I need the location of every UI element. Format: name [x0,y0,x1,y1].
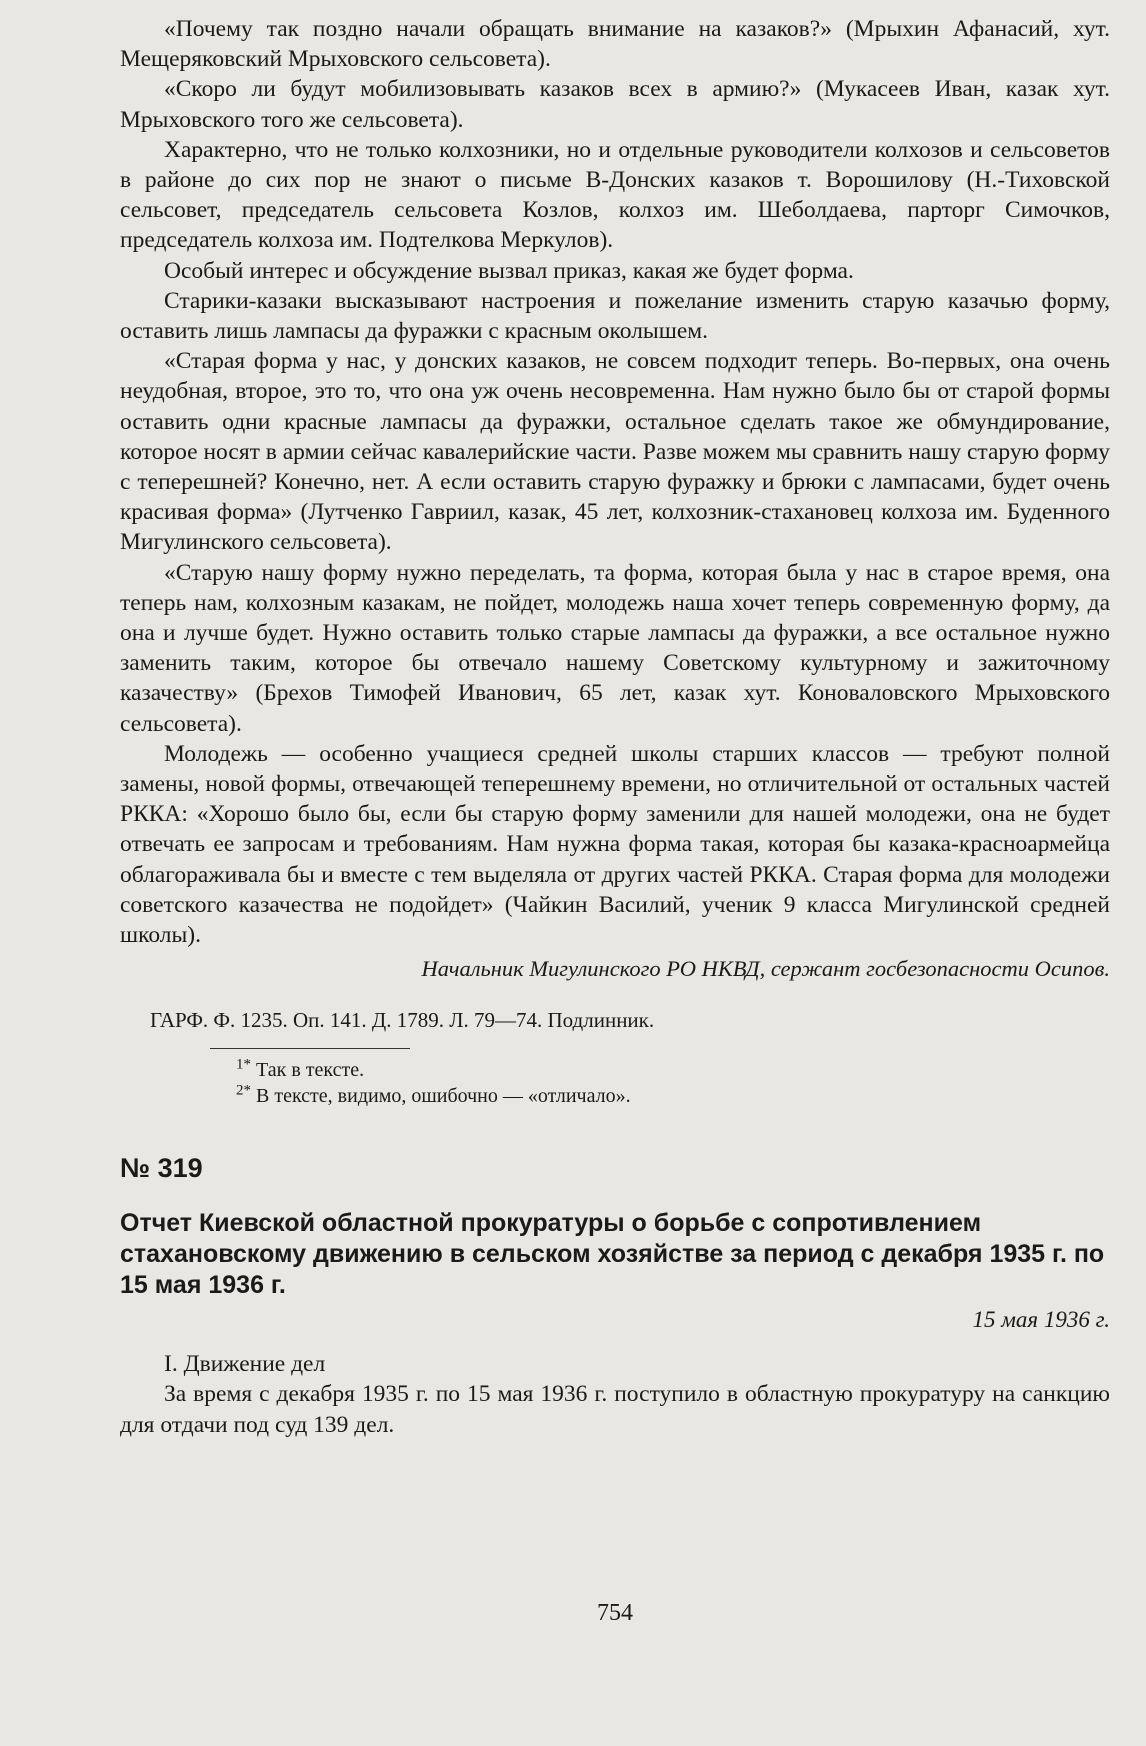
document-number: № 319 [120,1153,203,1184]
document-first-paragraph: За время с декабря 1935 г. по 15 мая 1936 г. поступило в областную прокуратуру на санкцию для отдачи под суд 139 дел. [120,1381,1110,1438]
footnote-2 [236,1083,1110,1109]
paragraph-2: «Скоро ли будут мобилизовывать казаков всех в армию?» (Мукасеев Иван, казак хут. Мрыховского того же сельсовета). [120,76,1110,133]
footnote-mark: 1* [236,1056,251,1073]
document-date: 15 мая 1936 г. [972,1307,1110,1333]
paragraph-5: Старики-казаки высказывают настроения и пожелание изменить старую казачью форму, оставить лишь лампасы да фуражки с красным околышем. [120,287,1110,345]
paragraph-8: Молодежь — особенно учащиеся средней школы старших классов — требуют полной замены, новой формы, отвечающей теперешнему времени, но отличительной от остальных частей РККА: «Хорошо было бы, если бы старую форму заменили для нашей молодежи, она не будет отвечать ее запросам и требованиям. Нам нужна форма такая, которая бы казака-красноармейца облагораживала бы и вместе с тем выделяла от других частей РККА. Старая форма для молодежи советского казачества не подойдет» (Чайкин Василий, ученик 9 класса Мигулинской средней школы). [120,740,1110,949]
paragraph-1: «Почему так поздно начали обращать внимание на казаков?» (Мрыхин Афанасий, хут. Мещеряковский Мрыховского сельсовета). [120,16,1110,73]
paragraph-6: «Старая форма у нас, у донских казаков, не совсем подходит теперь. Во-первых, она очень неудобная, второе, это то, что она уж очень несовременна. Нам нужно было бы от старой формы оставить одни красные лампасы да фуражки, остальное сделать такое же обмундирование, которое носят в армии сейчас кавалерийские части. Разве можем мы сравнить нашу старую форму с теперешней? Конечно, нет. А если оставить старую фуражку и брюки с лампасами, будет очень красивая форма» (Лутченко Гавриил, казак, 45 лет, колхозник-стахановец колхоза им. Буденного Мигулинского сельсовета). [120,348,1110,556]
footnote-1 [236,1057,1110,1083]
paragraph-7: «Старую нашу форму нужно переделать, та форма, которая была у нас в старое время, она теперь нам, колхозным казакам, не пойдет, молодежь наша хочет теперь современную форму, да она и лучше будет. Нужно оставить только старые лампасы да фуражки, а все остальное нужно заменить таким, которое бы отвечало нашему Советскому культурному и зажиточному казачеству» (Брехов Тимофей Иванович, 65 лет, казак хут. Коноваловского Мрыховского сельсовета). [120,559,1110,737]
footnote-text: В тексте, видимо, ошибочно — «отличало». [256,1085,631,1108]
signature: Начальник Мигулинского РО НКВД, сержант госбезопасности Осипов. [421,956,1110,982]
archive-reference: ГАРФ. Ф. 1235. Оп. 141. Д. 1789. Л. 79—74. Подлинник. [150,1008,655,1033]
footnote-mark: 2* [236,1082,251,1099]
footnotes [120,1057,1110,1109]
page-number: 754 [597,1600,633,1626]
footnote-divider [210,1048,410,1049]
footnote-text: Так в тексте. [256,1059,365,1082]
document-title: Отчет Киевской областной прокуратуры о борьбе с сопротивлением стахановскому движению в сельском хозяйстве за период с декабря 1935 г. по 15 мая 1936 г. [120,1209,1105,1300]
section-heading: I. Движение дел [164,1351,326,1378]
paragraph-4: Особый интерес и обсуждение вызвал приказ, какая же будет форма. [164,257,854,284]
paragraph-3: Характерно, что не только колхозники, но и отдельные руководители колхозов и сельсоветов в районе до сих пор не знают о письме В-Донских казаков т. Ворошилову (Н.-Тиховской сельсовет, председатель сельсовета Козлов, колхоз им. Шеболдаева, парторг Симочков, председатель колхоза им. Подтелкова Меркулов). [120,136,1110,254]
